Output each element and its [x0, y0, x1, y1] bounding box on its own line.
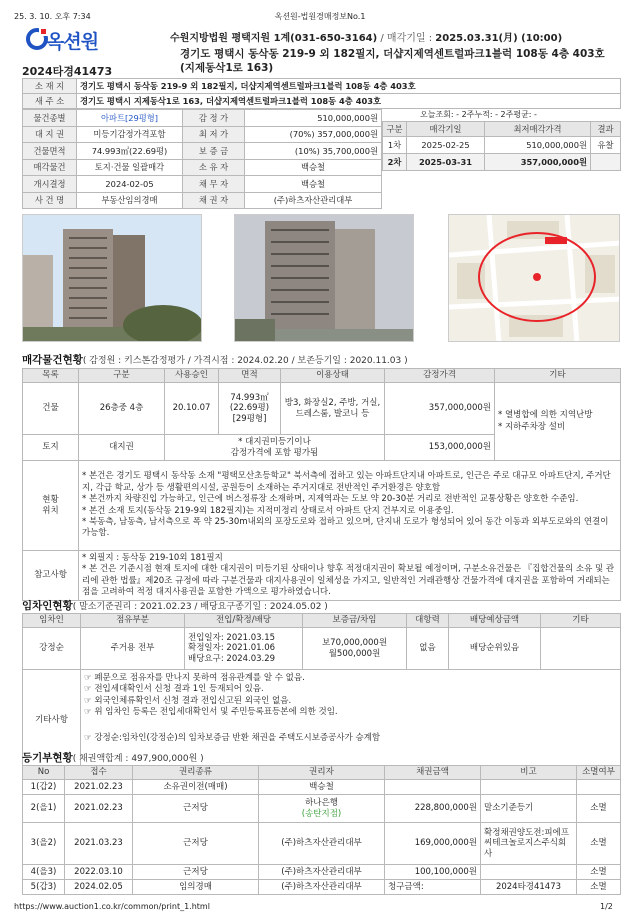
- tenant-name: 강정순: [23, 628, 81, 670]
- info-label: 채 권 자: [183, 192, 245, 209]
- etc-item: * 열병합에 의한 지역난방: [498, 410, 593, 421]
- area-pyeong: (22.69평): [229, 403, 270, 414]
- reference-note: * 외필지 : 동삭동 219-10외 181필지: [82, 552, 223, 563]
- info-label: 건물면적: [23, 143, 77, 160]
- building-approval-date: 20.10.07: [165, 383, 219, 435]
- tenant-column-header: 임차인: [23, 614, 81, 628]
- location-note: * 북동측, 남동측, 남서측으로 폭 약 25-30m내외의 포장도로와 접하고 있으며, 단지내 도로가 형성되어 있어 동간 이동과 외부도로와의 연결이 가능함.: [82, 516, 609, 539]
- sale-date-label: / 매각기일 :: [377, 33, 436, 44]
- registry-kind: 소유권이전(매매): [133, 780, 259, 795]
- round-result: 유찰: [591, 137, 621, 154]
- appraisal-etc: [495, 383, 621, 461]
- summary-section: [22, 78, 621, 209]
- registry-status: 소멸: [577, 865, 621, 880]
- round-date: 2025-02-25: [407, 137, 485, 154]
- location-note: * 본건까지 차량진입 가능하고, 인근에 버스정류장 소재하며, 지제역과는 도보 약 20-30분 거리로 전반적인 교통상황은 양호한 수준임.: [82, 494, 579, 505]
- registry-status: 소멸: [577, 795, 621, 823]
- registry-status: 소멸: [577, 823, 621, 865]
- building-floor: 26층중 4층: [79, 383, 165, 435]
- land-usage-line: 감정가격에 포함 평가됨: [230, 447, 319, 458]
- registry-column-header: 접수: [65, 766, 133, 780]
- registry-holder: [259, 795, 385, 823]
- registry-date: 2021.03.23: [65, 823, 133, 865]
- registry-column-header: 비고: [481, 766, 577, 780]
- tenant-table-wrap: [22, 613, 621, 772]
- appraisal-note: ( 감정원 : 키스톤감정평가 / 가격시점 : 2024.02.20 / 보존등기일 : 2020.11.03 ): [82, 356, 408, 366]
- registry-status: [577, 780, 621, 795]
- info-label: 감 정 가: [183, 110, 245, 127]
- registry-no: 1(갑2): [23, 780, 65, 795]
- registry-holder: [259, 823, 385, 865]
- appraisal-table-wrap: [22, 368, 621, 601]
- registry-table-wrap: [22, 765, 621, 895]
- tenant-section-title: [22, 598, 328, 613]
- sale-rounds-table: [382, 121, 621, 171]
- rounds-header: 최저매각가격: [485, 122, 591, 137]
- registry-no: 4(을3): [23, 865, 65, 880]
- print-page-title: 옥션원-법원경매정보No.1: [274, 12, 366, 21]
- registry-kind: 근저당: [133, 795, 259, 823]
- tenant-column-header: 전입/확정/배당: [185, 614, 303, 628]
- appraisal-column-header: 기타: [495, 369, 621, 383]
- registry-date: 2021.02.23: [65, 795, 133, 823]
- registry-amount: 169,000,000원: [385, 823, 481, 865]
- info-label: 물건종별: [23, 110, 77, 127]
- etc-item: * 지하주차장 설비: [498, 421, 566, 432]
- reference-notes: [79, 551, 621, 601]
- registry-date: 2024.02.05: [65, 880, 133, 895]
- property-address-title: 경기도 평택시 동삭동 219-9 외 182필지, 더샵지제역센트럴파크1블럭 108동 4층 403호 (지제동삭1로 163): [180, 48, 605, 74]
- sale-object-value: 토지·건물 일괄매각: [77, 159, 183, 176]
- tenant-column-header: 배당예상금액: [449, 614, 541, 628]
- registry-row: [23, 880, 621, 895]
- registry-holder-branch: (송탄지점): [301, 808, 342, 819]
- logo-text: 옥션원: [46, 31, 99, 53]
- round-result: [591, 154, 621, 171]
- round-price: 510,000,000원: [485, 137, 591, 154]
- building-area: [219, 383, 281, 435]
- location-map[interactable]: [448, 214, 620, 342]
- registry-column-header: No: [23, 766, 65, 780]
- property-type-value: 아파트[29평형]: [77, 110, 183, 127]
- appraisal-column-header: 면적: [219, 369, 281, 383]
- tenant-deposit-amount: 보70,000,000원: [321, 637, 388, 648]
- logo: [26, 28, 146, 53]
- tenant-opposing-power: 없음: [407, 628, 449, 670]
- summary-address-table: [22, 78, 621, 109]
- location-notes-label-line: 위치: [42, 505, 59, 516]
- tenant-deposit: [303, 628, 407, 670]
- registry-amount: 100,100,000원: [385, 865, 481, 880]
- info-label: 개시결정: [23, 176, 77, 193]
- minimum-price-value: (70%) 357,000,000원: [245, 126, 382, 143]
- appraisal-price-value: 510,000,000원: [245, 110, 382, 127]
- registry-no: 3(을2): [23, 823, 65, 865]
- start-decision-value: 2024-02-05: [77, 176, 183, 193]
- rounds-header: 결과: [591, 122, 621, 137]
- registry-row: [23, 865, 621, 880]
- case-name-value: 부동산임의경매: [77, 192, 183, 209]
- tenant-title: 임차인현황: [22, 600, 73, 612]
- info-label: 대 지 권: [23, 126, 77, 143]
- tenant-etc: [541, 628, 621, 670]
- tenant-occupied-part: 주거용 전부: [81, 628, 185, 670]
- registry-kind: 임의경매: [133, 880, 259, 895]
- tenant-expected-dividend: 배당순위있음: [449, 628, 541, 670]
- info-label: 채 무 자: [183, 176, 245, 193]
- registry-column-header: 권리종류: [133, 766, 259, 780]
- land-kind: 대지권: [79, 435, 165, 461]
- location-notes: [79, 461, 621, 551]
- tenant-move-in-date: 전입일자: 2021.03.15: [188, 632, 276, 643]
- location-label: 소 재 지: [23, 79, 77, 94]
- auction1-logo-icon: [26, 28, 48, 50]
- info-label: 사 건 명: [23, 192, 77, 209]
- tenant-etc-label: 기타사항: [23, 670, 81, 772]
- land-usage: [165, 435, 385, 461]
- registry-title: 등기부현황: [22, 752, 73, 764]
- registry-row: [23, 795, 621, 823]
- road-address-value: 경기도 평택시 지제동삭1로 163, 더샵지제역센트럴파크1블럭 108동 4층 403호: [77, 94, 621, 109]
- reference-label: 참고사항: [23, 551, 79, 601]
- building-price: 357,000,000원: [385, 383, 495, 435]
- location-notes-label-line: 현황: [42, 494, 59, 505]
- round-no: 2차: [383, 154, 407, 171]
- round-no: 1차: [383, 137, 407, 154]
- appraisal-column-header: 목록: [23, 369, 79, 383]
- area-sqm: 74.993㎡: [230, 392, 269, 403]
- tenant-note: ☞ 전입세대확인서 신청 결과 1인 등재되어 있음.: [84, 684, 264, 695]
- registry-memo: [481, 865, 577, 880]
- owner-value: 백승철: [245, 159, 382, 176]
- registry-amount: 228,800,000원: [385, 795, 481, 823]
- appraisal-title: 매각물건현황: [22, 354, 83, 366]
- registry-note: ( 채권액합계 : 497,900,000원 ): [72, 754, 204, 764]
- tenant-table: [22, 613, 621, 772]
- tenant-note: ☞ 폐문으로 점유자를 만나지 못하여 점유관계를 알 수 없음.: [84, 673, 305, 683]
- registry-column-header: 채권금액: [385, 766, 481, 780]
- tenant-dividend-request: 배당요구: 2024.03.29: [188, 653, 276, 664]
- land-price: 153,000,000원: [385, 435, 495, 461]
- road-address-label: 새 주 소: [23, 94, 77, 109]
- building-photo-1[interactable]: [22, 214, 202, 342]
- registry-holder: [259, 880, 385, 895]
- reference-note: * 본 건은 기준시점 현재 토지에 대한 대지권이 미등기된 상태이나 향후 적정대지권이 확보될 예정이며, 구분소유건물은 『집합건물의 소유 및 관리에 관한 법률』제20조 규정에 따라 구분건물과 대지사용권이 일체성을 가지고, 일반적인 거래관행상 건물가격에 대지권을 포함하여 거래되는 점을 고려하여 적정 대지사용권을 포함한 가액으로 평가하였습니다.: [82, 564, 615, 597]
- creditor-value: (주)하츠자산관리대부: [245, 192, 382, 209]
- registry-holder-name: 하나은행: [305, 797, 338, 808]
- registry-memo: 확정채권양도전:피에프씨테크놀로지스주식회사: [481, 823, 577, 865]
- tenant-monthly-rent: 월500,000원: [328, 648, 381, 659]
- registry-table: [22, 765, 621, 895]
- tenant-fixed-date: 확정일자: 2021.01.06: [188, 643, 276, 654]
- registry-date: 2021.02.23: [65, 780, 133, 795]
- registry-row: [23, 780, 621, 795]
- registry-holder-name: (주)하츠자산관리대부: [281, 838, 362, 849]
- sale-date: 2025.03.31(月) (10:00): [435, 33, 563, 44]
- view-stats: 오늘조회: - 2주누적: - 2주평균: -: [420, 110, 537, 119]
- tenant-note: ☞ 위 임차인 등록은 전입세대확인서 및 주민등록표등본에 의한 것임.: [84, 707, 338, 718]
- rounds-header: 구분: [383, 122, 407, 137]
- location-note: * 본건은 경기도 평택시 동삭동 소재 "평택모산초등학교" 북서측에 접하고 있는 아파트단지내 아파트로, 인근은 주로 대규모 아파트단지, 주거단지, 각급 학교, 상가 등 생활편의시설, 공원등이 소재하는 주거지대로 전반적인 주거환경은 양호함: [82, 471, 611, 493]
- location-notes-label: [23, 461, 79, 551]
- registry-holder-name: 백승철: [309, 781, 334, 792]
- registry-kind: 근저당: [133, 865, 259, 880]
- registry-amount: 청구금액:: [385, 880, 481, 895]
- round-date: 2025-03-31: [407, 154, 485, 171]
- appraisal-column-header: 구분: [79, 369, 165, 383]
- registry-holder-name: (주)하츠자산관리대부: [281, 881, 362, 892]
- land-row-label: 토지: [23, 435, 79, 461]
- court-info: 수원지방법원 평택지원 1계(031-650-3164): [170, 33, 378, 44]
- print-url: https://www.auction1.co.kr/common/print_1.html: [14, 902, 210, 911]
- tenant-dates: [185, 628, 303, 670]
- debtor-value: 백승철: [245, 176, 382, 193]
- map-icon: [449, 215, 620, 342]
- info-label: 매각물건: [23, 159, 77, 176]
- registry-date: 2022.03.10: [65, 865, 133, 880]
- info-label: 소 유 자: [183, 159, 245, 176]
- case-number: 2024타경41473: [22, 65, 113, 78]
- tenant-column-header: 기타: [541, 614, 621, 628]
- land-usage-line: * 대지권미등기이나: [238, 436, 311, 447]
- rounds-header: 매각기일: [407, 122, 485, 137]
- registry-holder-name: (주)하츠자산관리대부: [281, 866, 362, 877]
- location-note: * 본건 소재 토지(동삭동 219-9외 182필지)는 지적미정리 상태로서 아파트 단지 건부지로 이용중임.: [82, 505, 454, 516]
- registry-section-title: [22, 750, 204, 765]
- area-type: [29평형]: [232, 413, 267, 424]
- building-row-label: 건물: [23, 383, 79, 435]
- appraisal-column-header: 이용상태: [281, 369, 385, 383]
- building-photo-icon: [23, 215, 202, 342]
- summary-info-table: [22, 109, 382, 209]
- tenant-column-header: 보증금/차임: [303, 614, 407, 628]
- registry-holder: [259, 865, 385, 880]
- registry-row: [23, 823, 621, 865]
- building-area-value: 74.993㎡(22.69평): [77, 143, 183, 160]
- registry-column-header: 권리자: [259, 766, 385, 780]
- info-label: 보 증 금: [183, 143, 245, 160]
- tenant-column-header: 점유부분: [81, 614, 185, 628]
- registry-memo: 2024타경41473: [481, 880, 577, 895]
- tenant-note: ☞ 외국인체류확인서 신청 결과 전입신고된 외국인 없음.: [84, 695, 292, 706]
- building-photo-icon: [235, 215, 414, 342]
- registry-no: 2(을1): [23, 795, 65, 823]
- appraisal-column-header: 사용승인: [165, 369, 219, 383]
- building-photo-2[interactable]: [234, 214, 414, 342]
- registry-amount: [385, 780, 481, 795]
- tenant-column-header: 대항력: [407, 614, 449, 628]
- round-price: 357,000,000원: [485, 154, 591, 171]
- registry-column-header: 소멸여부: [577, 766, 621, 780]
- registry-no: 5(갑3): [23, 880, 65, 895]
- land-right-value: 미등기감정가격포함: [77, 126, 183, 143]
- registry-memo: 말소기준등기: [481, 795, 577, 823]
- registry-memo: [481, 780, 577, 795]
- building-usage: 방3, 화장실2, 주방, 거실, 드레스룸, 발코니 등: [281, 383, 385, 435]
- print-datetime: 25. 3. 10. 오후 7:34: [14, 12, 91, 21]
- appraisal-section-title: [22, 352, 408, 367]
- appraisal-table: [22, 368, 621, 601]
- court-sale-line: [170, 29, 562, 44]
- tenant-note: ☞ 강정순:임차인(강정순)의 임차보증금 반환 채권을 주택도시보증공사가 승계함: [84, 732, 381, 743]
- appraisal-column-header: 감정가격: [385, 369, 495, 383]
- registry-status: 소멸: [577, 880, 621, 895]
- print-page-number: 1/2: [600, 902, 613, 911]
- info-label: 최 저 가: [183, 126, 245, 143]
- tenant-note-spacer: [84, 719, 617, 733]
- tenant-note: ( 말소기준권리 : 2021.02.23 / 배당요구종기일 : 2024.05.02 ): [72, 602, 328, 612]
- registry-holder: [259, 780, 385, 795]
- deposit-value: (10%) 35,700,000원: [245, 143, 382, 160]
- registry-kind: 근저당: [133, 823, 259, 865]
- location-value: 경기도 평택시 동삭동 219-9 외 182필지, 더샵지제역센트럴파크1블럭 108동 4층 403호: [77, 79, 621, 94]
